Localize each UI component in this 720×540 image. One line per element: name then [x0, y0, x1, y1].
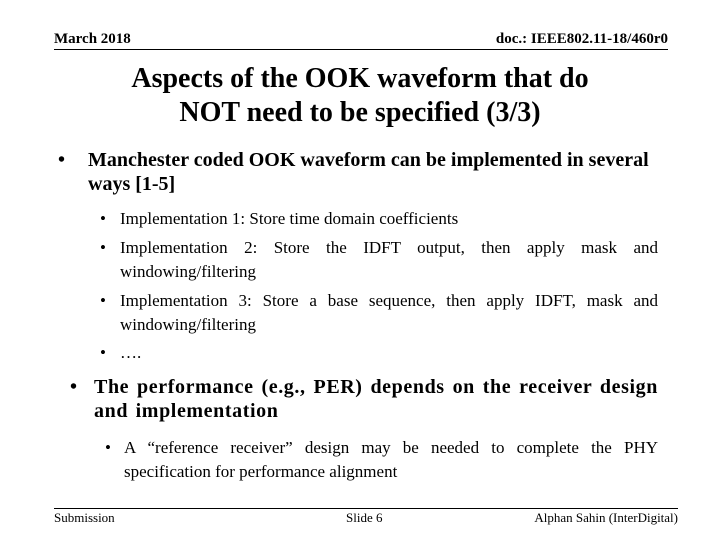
footer-submission: Submission	[54, 510, 115, 525]
bullet-dot: •	[70, 376, 78, 398]
slide-title	[60, 62, 660, 130]
footer-rule	[54, 508, 678, 509]
bullet-text: Implementation 3: Store a base sequence, then apply IDFT, mask and windowing/filtering	[120, 291, 658, 334]
bullet-item	[58, 289, 658, 337]
bullet-item	[58, 148, 658, 196]
header-doc-id: doc.: IEEE802.11-18/460r0	[495, 31, 668, 47]
bullet-text: Manchester coded OOK waveform can be implemented in several ways [1-5]	[88, 149, 649, 195]
bullet-text: Implementation 1: Store time domain coefficients	[120, 209, 459, 228]
bullet-text: Implementation 2: Store the IDFT output, then apply mask and windowing/filtering	[120, 238, 658, 281]
header-rule	[54, 49, 668, 50]
bullet-dot: •	[100, 238, 106, 257]
bullet-dot: •	[100, 209, 106, 228]
bullet-dot: •	[100, 291, 106, 310]
bullet-dot: •	[100, 343, 106, 362]
bullet-dot: •	[58, 149, 66, 171]
bullet-item	[58, 341, 658, 365]
title-line-2: NOT need to be specified (3/3)	[179, 97, 541, 128]
bullet-text: The performance (e.g., PER) depends on the receiver design and implementation	[94, 376, 658, 422]
footer-slide-number: Slide 6	[346, 510, 383, 525]
title-line-1: Aspects of the OOK waveform that do	[131, 63, 589, 94]
bullet-item	[58, 436, 658, 484]
bullet-item	[58, 207, 658, 231]
header-date: March 2018	[54, 31, 131, 47]
bullet-text: A “reference receiver” design may be needed to complete the PHY specification for performance alignment	[124, 438, 658, 481]
bullet-item	[58, 236, 658, 284]
bullet-text: ….	[120, 343, 142, 362]
bullet-dot: •	[105, 438, 111, 457]
footer-author: Alphan Sahin (InterDigital)	[534, 510, 678, 525]
bullet-item	[58, 375, 658, 423]
